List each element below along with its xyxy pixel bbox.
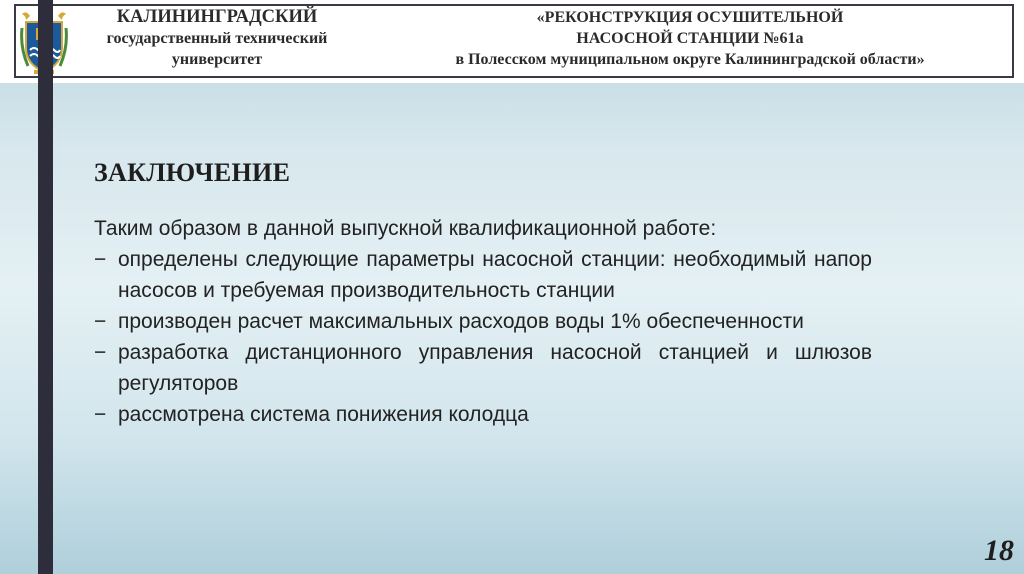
project-title-line2: НАСОСНОЙ СТАНЦИИ №61а bbox=[576, 30, 804, 47]
intro-text: Таким образом в данной выпускной квалификационной работе: bbox=[94, 217, 717, 240]
bullet-dash: − bbox=[94, 341, 107, 364]
bullet-item bbox=[94, 306, 872, 337]
university-name-line2: государственный технический bbox=[106, 30, 328, 47]
bullet-text: рассмотрена система понижения колодца bbox=[118, 403, 529, 426]
bullet-item bbox=[94, 399, 872, 430]
university-name-line1: КАЛИНИНГРАДСКИЙ bbox=[116, 7, 318, 27]
left-accent-bar bbox=[38, 0, 53, 574]
bullet-item bbox=[94, 337, 872, 399]
bullet-text: определены следующие параметры насосной станции: необходимый напор насосов и требуемая производительность станции bbox=[118, 248, 872, 302]
project-title-line1: «РЕКОНСТРУКЦИЯ ОСУШИТЕЛЬНОЙ bbox=[536, 9, 844, 26]
bullet-text: разработка дистанционного управления насосной станцией и шлюзов регуляторов bbox=[118, 341, 872, 395]
project-title bbox=[390, 7, 990, 70]
project-title-line3: в Полесском муниципальном округе Калининградской области» bbox=[455, 51, 925, 68]
header bbox=[0, 0, 1024, 83]
university-name-line3: университет bbox=[171, 51, 263, 68]
slide-title: ЗАКЛЮЧЕНИЕ bbox=[94, 158, 291, 187]
bullet-dash: − bbox=[94, 310, 107, 333]
university-name bbox=[72, 7, 362, 70]
bullet-text: производен расчет максимальных расходов воды 1% обеспеченности bbox=[118, 310, 804, 333]
bullet-dash: − bbox=[94, 248, 107, 271]
page-number: 18 bbox=[984, 534, 1014, 567]
bullet-item bbox=[94, 244, 872, 306]
bullet-list bbox=[94, 244, 872, 430]
slide-content bbox=[94, 213, 872, 430]
bullet-dash: − bbox=[94, 403, 107, 426]
